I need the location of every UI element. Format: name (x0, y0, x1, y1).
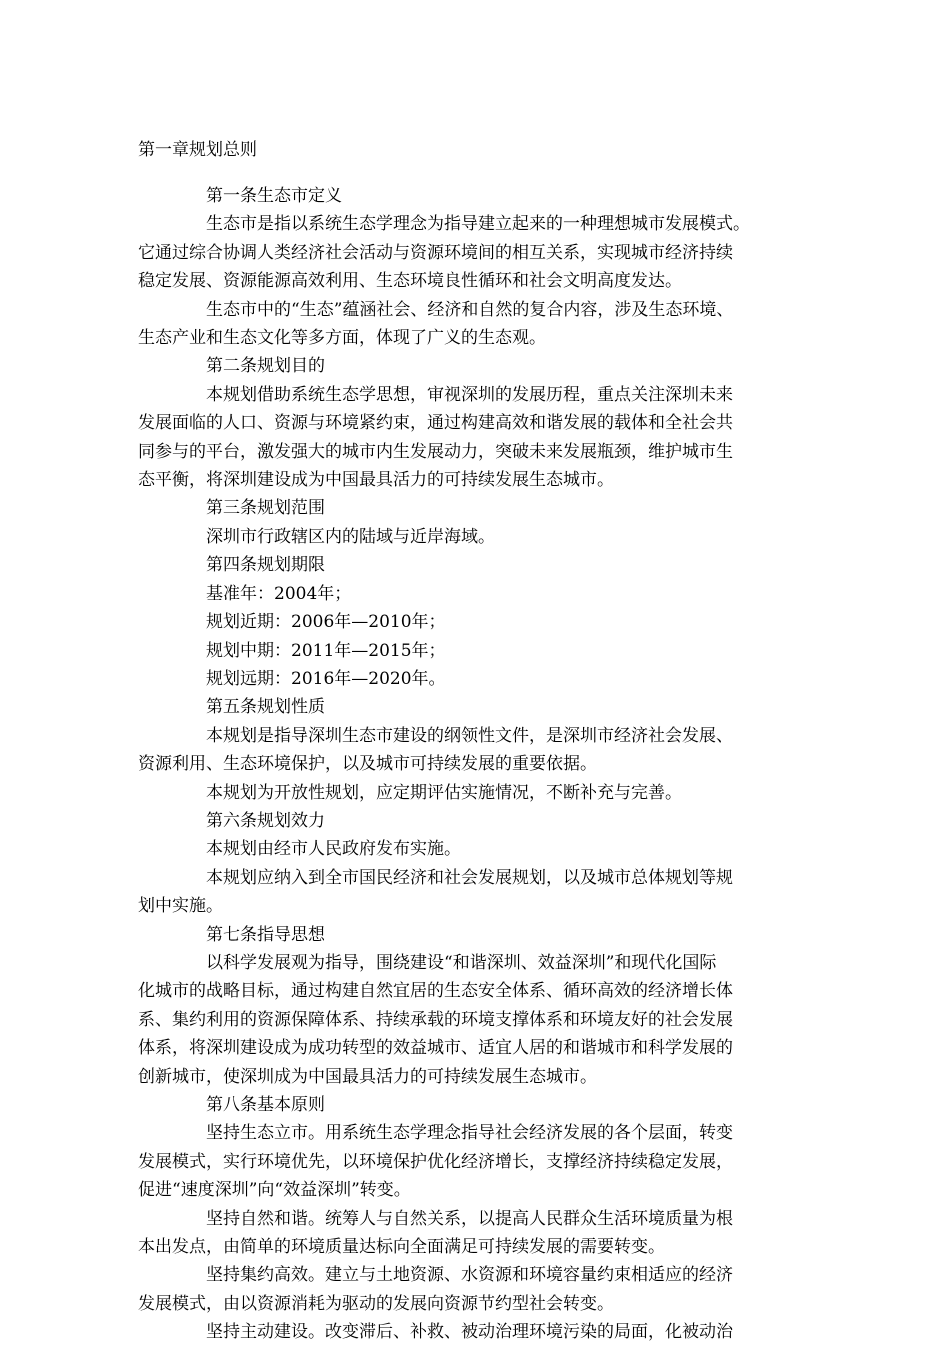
text-line: 坚持集约高效。建立与土地资源、水资源和环境容量约束相适应的经济 (206, 1265, 733, 1286)
text-line: 深圳市行政辖区内的陆域与近岸海域。 (206, 526, 495, 547)
text-line: 坚持自然和谐。统筹人与自然关系，以提高人民群众生活环境质量为根 (206, 1208, 733, 1229)
text-line: 系、集约利用的资源保障体系、持续承载的环境支撑体系和环境友好的社会发展 (138, 1009, 733, 1030)
text-line: 规划近期：2006年—2010年； (206, 612, 446, 633)
text-line: 以科学发展观为指导，围绕建设“和谐深圳、效益深圳”和现代化国际 (206, 952, 717, 973)
text-line: 创新城市，使深圳成为中国最具活力的可持续发展生态城市。 (138, 1066, 597, 1087)
text-line: 第三条规划范围 (206, 498, 325, 519)
text-line: 体系，将深圳建设成为成功转型的效益城市、适宜人居的和谐城市和科学发展的 (138, 1038, 733, 1059)
text-line: 本规划是指导深圳生态市建设的纲领性文件，是深圳市经济社会发展、 (206, 725, 733, 746)
text-line: 第七条指导思想 (206, 924, 325, 945)
text-line: 促进“速度深圳”向“效益深圳”转变。 (138, 1180, 411, 1201)
text-line: 同参与的平台，激发强大的城市内生发展动力，突破未来发展瓶颈，维护城市生 (138, 441, 733, 462)
text-line: 发展模式，由以资源消耗为驱动的发展向资源节约型社会转变。 (138, 1293, 614, 1314)
text-line: 划中实施。 (138, 896, 223, 917)
text-line: 第六条规划效力 (206, 810, 325, 831)
text-line: 本规划由经市人民政府发布实施。 (206, 839, 461, 860)
text-line: 生态市是指以系统生态学理念为指导建立起来的一种理想城市发展模式。 (206, 214, 750, 235)
text-line: 生态市中的“生态”蕴涵社会、经济和自然的复合内容，涉及生态环境、 (206, 299, 734, 320)
text-line: 它通过综合协调人类经济社会活动与资源环境间的相互关系，实现城市经济持续 (138, 242, 733, 263)
text-line: 规划中期：2011年—2015年； (206, 640, 446, 661)
text-line: 第一条生态市定义 (206, 186, 342, 206)
text-line: 资源利用、生态环境保护，以及城市可持续发展的重要依据。 (138, 754, 597, 775)
text-line: 第二条规划目的 (206, 356, 325, 377)
chapter-title: 第一章规划总则 (138, 140, 257, 160)
text-line: 坚持生态立市。用系统生态学理念指导社会经济发展的各个层面，转变 (206, 1123, 733, 1144)
text-line: 基准年：2004年； (206, 583, 352, 604)
text-line: 第五条规划性质 (206, 697, 325, 718)
text-line: 规划远期：2016年—2020年。 (206, 668, 446, 689)
text-line: 稳定发展、资源能源高效利用、生态环境良性循环和社会文明高度发达。 (138, 271, 682, 292)
text-line: 态平衡，将深圳建设成为中国最具活力的可持续发展生态城市。 (138, 470, 614, 491)
text-line: 本规划借助系统生态学思想，审视深圳的发展历程，重点关注深圳未来 (206, 384, 733, 405)
text-line: 化城市的战略目标，通过构建自然宜居的生态安全体系、循环高效的经济增长体 (138, 981, 733, 1002)
text-line: 本出发点，由简单的环境质量达标向全面满足可持续发展的需要转变。 (138, 1237, 665, 1258)
text-line: 发展模式，实行环境优先，以环境保护优化经济增长，支撑经济持续稳定发展， (138, 1151, 733, 1172)
text-line: 发展面临的人口、资源与环境紧约束，通过构建高效和谐发展的载体和全社会共 (138, 413, 733, 434)
text-line: 第八条基本原则 (206, 1095, 325, 1115)
text-line: 本规划为开放性规划，应定期评估实施情况，不断补充与完善。 (206, 782, 682, 803)
text-line: 本规划应纳入到全市国民经济和社会发展规划，以及城市总体规划等规 (206, 867, 733, 888)
text-line: 坚持主动建设。改变滞后、补救、被动治理环境污染的局面，化被动治 (206, 1322, 733, 1343)
text-line: 第四条规划期限 (206, 555, 325, 576)
document-body (138, 182, 810, 1347)
text-line: 生态产业和生态文化等多方面，体现了广义的生态观。 (138, 328, 546, 349)
document-page (138, 136, 810, 1347)
